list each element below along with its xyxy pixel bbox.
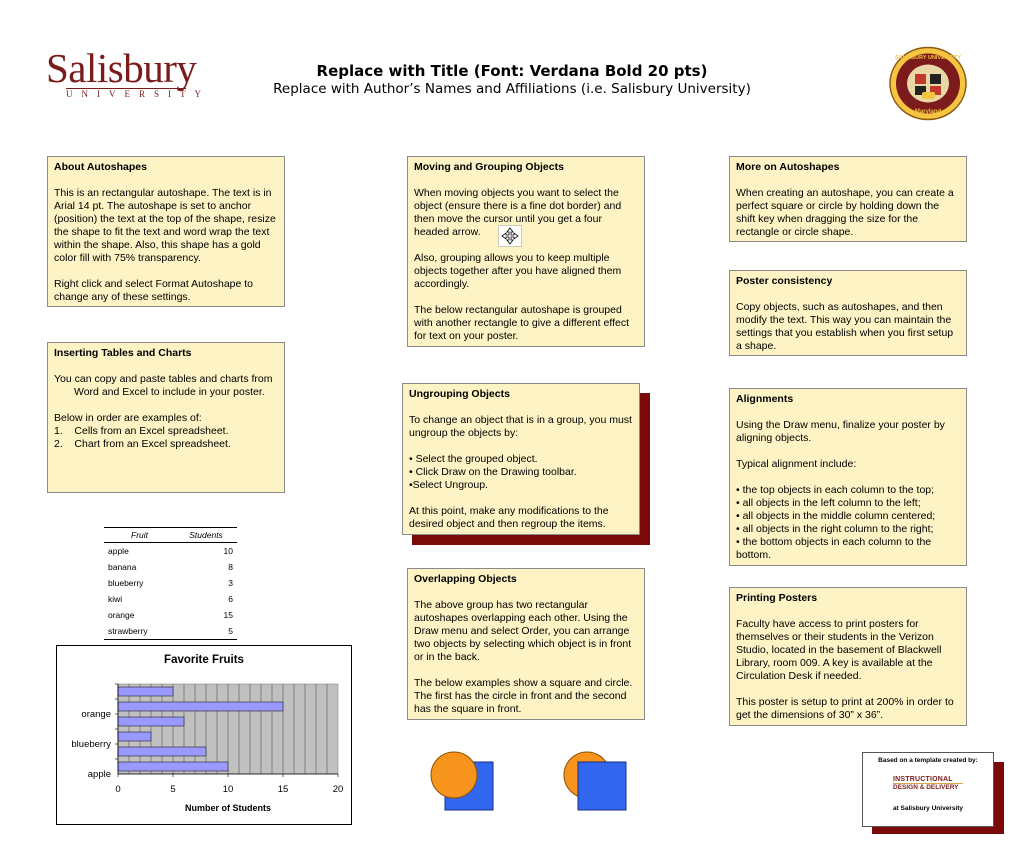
table-cell: blueberry xyxy=(108,578,144,588)
x-tick-label: 0 xyxy=(115,784,121,795)
x-tick-label: 15 xyxy=(277,784,289,795)
brand-logo xyxy=(893,776,963,791)
orange-circle xyxy=(431,752,477,798)
alignments-box xyxy=(729,388,967,566)
about-autoshapes-box xyxy=(47,156,285,307)
poster-title: Replace with Title (Font: Verdana Bold 20 pts) xyxy=(316,62,708,80)
x-tick-label: 10 xyxy=(222,784,234,795)
bar-kiwi xyxy=(118,717,184,726)
blue-square xyxy=(578,762,626,810)
printing-posters-text: Faculty have access to print posters for themselves or their students in the Verizon Studio, located in the basement of Blackwell Library, room 009. A key is available at the Circulation Desk if needed. xyxy=(736,618,942,682)
moving-grouping-box xyxy=(407,156,645,347)
bar-orange xyxy=(118,702,283,711)
alignments-text-2: Typical alignment include: xyxy=(736,458,857,470)
moving-grouping-text: When moving objects you want to select the object (ensure there is a fine dot border) and then move the cursor until you get a four headed arrow. xyxy=(414,187,622,238)
logo-subtitle: UNIVERSITY xyxy=(66,89,210,99)
inserting-tables-item-2: 2. Chart from an Excel spreadsheet. xyxy=(54,438,231,450)
template-credit-heading: Based on a template created by: xyxy=(878,757,978,764)
overlapping-text-2: The below examples show a square and circle. The first has the circle in front and the second has the square in front. xyxy=(414,677,633,715)
table-cell: strawberry xyxy=(104,623,175,640)
table-cell: apple xyxy=(108,546,129,556)
ungrouping-text-2: At this point, make any modifications to the desired object and then regroup the items. xyxy=(409,505,609,530)
about-autoshapes-text: This is an rectangular autoshape. The text is in Arial 14 pt. The autoshape is set to anchor (position) the text at the top of the shape, resize the shape to fit the text and word wrap the text within the shape. Also, this shape has a gold color fill with 75% transparency. xyxy=(54,187,276,264)
table-cell: banana xyxy=(108,562,137,572)
table-cell: 5 xyxy=(175,623,237,640)
table-row xyxy=(104,543,237,560)
logo-wordmark: Salisbury xyxy=(46,45,197,91)
table-cell: 6 xyxy=(228,594,233,604)
more-autoshapes-text: When creating an autoshape, you can create a perfect square or circle by holding down the shift key when dragging the size for the rectangle or circle shape. xyxy=(736,187,954,238)
table-row xyxy=(104,623,237,640)
about-autoshapes-text-2: Right click and select Format Autoshape to change any of these settings. xyxy=(54,278,254,303)
alignments-item-1: • the top objects in each column to the top; xyxy=(736,484,935,496)
x-axis-label: Number of Students xyxy=(184,803,272,813)
table-row xyxy=(104,591,237,607)
bar-strawberry xyxy=(118,687,173,696)
ungrouping-heading: Ungrouping Objects xyxy=(409,388,510,400)
printing-posters-text-2: This poster is setup to print at 200% in order to get the dimensions of 30” x 36”. xyxy=(736,696,954,721)
inserting-tables-text: You can copy and paste tables and charts from Word and Excel to include in your poster. xyxy=(54,373,273,398)
alignments-item-4: • all objects in the right column to the right; xyxy=(736,523,934,535)
more-autoshapes-heading: More on Autoshapes xyxy=(736,161,840,173)
chart-svg xyxy=(57,646,351,824)
table-row xyxy=(104,559,237,575)
seal-bottom-text: Maryland xyxy=(914,109,942,115)
table-row xyxy=(104,575,237,591)
template-credit-box xyxy=(862,752,994,827)
more-autoshapes-box xyxy=(729,156,967,242)
alignments-item-5: • the bottom objects in each column to the bottom. xyxy=(736,536,932,561)
ungrouping-item-2: • Click Draw on the Drawing toolbar. xyxy=(409,466,577,478)
y-tick-label-blueberry: blueberry xyxy=(71,739,111,750)
alignments-item-3: • all objects in the middle column centered; xyxy=(736,510,936,522)
alignments-text: Using the Draw menu, finalize your poster by aligning objects. xyxy=(736,419,945,444)
ungrouping-item-1: • Select the grouped object. xyxy=(409,453,538,465)
moving-grouping-heading: Moving and Grouping Objects xyxy=(414,161,564,173)
brand-line-2: DESIGN & DELIVERY xyxy=(893,783,963,791)
fruit-table xyxy=(104,527,237,640)
about-autoshapes-heading: About Autoshapes xyxy=(54,161,147,173)
table-cell: orange xyxy=(108,610,135,620)
table-header-row xyxy=(104,528,237,543)
table-header: Students xyxy=(175,528,237,543)
y-tick-label-orange: orange xyxy=(81,709,111,720)
ungrouping-box xyxy=(402,383,640,535)
poster-consistency-text: Copy objects, such as autoshapes, and then modify the text. This way you can maintain the settings that you establish when you first setup a shape. xyxy=(736,301,954,352)
overlapping-heading: Overlapping Objects xyxy=(414,573,517,585)
overlapping-box xyxy=(407,568,645,720)
moving-grouping-text-2: Also, grouping allows you to keep multiple objects together after you have aligned them accordingly. xyxy=(414,252,622,290)
template-credit-footer: at Salisbury University xyxy=(892,805,964,812)
square-front-example xyxy=(561,750,631,812)
table-cell: 10 xyxy=(223,546,233,556)
favorite-fruits-chart xyxy=(56,645,352,825)
table-row xyxy=(104,607,237,623)
ungrouping-item-3: •Select Ungroup. xyxy=(409,479,488,491)
brand-line-1: INSTRUCTIONAL xyxy=(893,776,953,783)
inserting-tables-text-2: Below in order are examples of: xyxy=(54,412,202,424)
alignments-item-2: • all objects in the left column to the left; xyxy=(736,497,921,509)
table-cell: 8 xyxy=(228,562,233,572)
bar-blueberry xyxy=(118,732,151,741)
inserting-tables-item-1: 1. Cells from an Excel spreadsheet. xyxy=(54,425,229,437)
ungrouping-text: To change an object that is in a group, you must ungroup the objects by: xyxy=(409,414,632,439)
printing-posters-heading: Printing Posters xyxy=(736,592,818,604)
poster-consistency-box xyxy=(729,270,967,356)
university-seal xyxy=(888,46,968,121)
four-headed-arrow-icon xyxy=(498,225,522,247)
bar-banana xyxy=(118,747,206,756)
poster-subtitle: Replace with Author’s Names and Affiliations (i.e. Salisbury University) xyxy=(273,81,751,97)
chart-title: Favorite Fruits xyxy=(164,654,244,666)
y-tick-label-apple: apple xyxy=(87,769,111,780)
table-header: Fruit xyxy=(104,528,175,543)
inserting-tables-box xyxy=(47,342,285,493)
overlapping-text: The above group has two rectangular autoshapes overlapping each other. Using the Draw menu and select Order, you can arrange two objects by selecting which object is in front or in the back. xyxy=(414,599,632,663)
inserting-tables-heading: Inserting Tables and Charts xyxy=(54,347,192,359)
x-tick-label: 5 xyxy=(170,784,176,795)
university-logo xyxy=(46,45,210,99)
seal-top-text: SALISBURY UNIVERSITY xyxy=(894,55,962,61)
table-cell: kiwi xyxy=(108,594,123,604)
alignments-heading: Alignments xyxy=(736,393,794,405)
printing-posters-box xyxy=(729,587,967,726)
moving-grouping-text-3: The below rectangular autoshape is grouped with another rectangle to give a different effect for text on your poster. xyxy=(414,304,629,342)
x-tick-label: 20 xyxy=(332,784,344,795)
bar-apple xyxy=(118,762,228,771)
table-cell: 3 xyxy=(228,578,233,588)
table-cell: 15 xyxy=(223,610,233,620)
circle-front-example xyxy=(428,750,498,812)
poster-consistency-heading: Poster consistency xyxy=(736,275,833,287)
